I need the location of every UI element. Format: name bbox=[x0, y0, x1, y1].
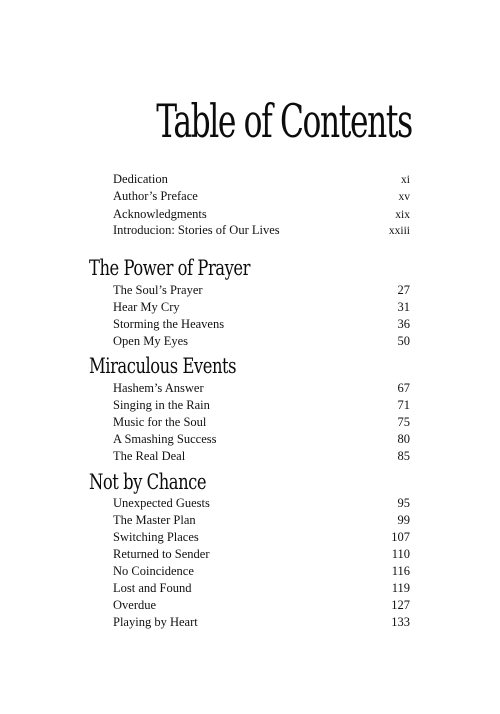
toc-entry-page: 75 bbox=[397, 415, 410, 429]
toc-entry bbox=[113, 563, 410, 580]
toc-entry-label: Dedication bbox=[113, 172, 168, 186]
section-heading: Miraculous Events bbox=[89, 354, 237, 378]
toc-entry-page: 27 bbox=[397, 283, 410, 297]
toc-entry bbox=[113, 188, 410, 205]
toc-entry-page: xi bbox=[401, 174, 410, 186]
toc-entry-page: 31 bbox=[397, 300, 410, 314]
toc-entry-page: 107 bbox=[391, 530, 410, 544]
toc-entry-page: 80 bbox=[397, 432, 410, 446]
toc-entry-page: 71 bbox=[397, 398, 410, 412]
toc-entry-label: Switching Places bbox=[113, 530, 199, 544]
toc-entry-page: xix bbox=[395, 209, 410, 221]
toc-entry bbox=[113, 299, 410, 316]
toc-entry-page: 116 bbox=[391, 564, 410, 578]
toc-entry-label: Acknowledgments bbox=[113, 207, 207, 221]
toc-entry-label: Playing by Heart bbox=[113, 615, 198, 629]
toc-entry bbox=[113, 282, 410, 299]
toc-entry bbox=[113, 171, 410, 188]
toc-entry-page: 127 bbox=[391, 598, 410, 612]
toc-entry-label: Hear My Cry bbox=[113, 300, 180, 314]
toc-entry-page: xxiii bbox=[388, 225, 410, 237]
toc-entry-label: Overdue bbox=[113, 598, 157, 612]
toc-entry-page: xv bbox=[398, 191, 410, 203]
page-title: Table of Contents bbox=[156, 94, 412, 148]
toc-entry-label: Music for the Soul bbox=[113, 415, 207, 429]
toc-entry-page: 50 bbox=[397, 334, 410, 348]
toc-entry-label: The Real Deal bbox=[113, 449, 186, 463]
toc-entry-label: Introducion: Stories of Our Lives bbox=[113, 223, 280, 237]
toc-entry bbox=[113, 495, 410, 512]
toc-entry-label: Open My Eyes bbox=[113, 334, 188, 348]
toc-entry-label: Author’s Preface bbox=[113, 189, 198, 203]
toc-entry-label: Storming the Heavens bbox=[113, 317, 225, 331]
toc-entry bbox=[113, 206, 410, 223]
toc-entry bbox=[113, 414, 410, 431]
toc-entry bbox=[113, 316, 410, 333]
toc-entry bbox=[113, 333, 410, 350]
toc-entry bbox=[113, 597, 410, 614]
toc-entry bbox=[113, 448, 410, 465]
toc-entry-page: 67 bbox=[397, 381, 410, 395]
toc-entry-label: The Master Plan bbox=[113, 513, 196, 527]
toc-entry bbox=[113, 397, 410, 414]
toc-entry-page: 36 bbox=[397, 317, 410, 331]
toc-entry-page: 110 bbox=[391, 547, 410, 561]
toc-entry-label: Lost and Found bbox=[113, 581, 192, 595]
toc-entry-page: 85 bbox=[397, 449, 410, 463]
toc-entry-page: 99 bbox=[397, 513, 410, 527]
toc-entry-label: Returned to Sender bbox=[113, 547, 210, 561]
toc-entry bbox=[113, 380, 410, 397]
toc-entry-page: 133 bbox=[391, 615, 410, 629]
toc-entry-label: Hashem’s Answer bbox=[113, 381, 204, 395]
toc-entry-label: A Smashing Success bbox=[113, 432, 217, 446]
toc-entry-label: The Soul’s Prayer bbox=[113, 283, 203, 297]
section-heading: Not by Chance bbox=[89, 470, 207, 494]
toc-entry bbox=[113, 529, 410, 546]
toc-entry bbox=[113, 222, 410, 239]
toc-entry-label: Unexpected Guests bbox=[113, 496, 210, 510]
section-heading: The Power of Prayer bbox=[89, 256, 250, 280]
toc-entry-label: No Coincidence bbox=[113, 564, 194, 578]
toc-entry bbox=[113, 614, 410, 631]
toc-entry-page: 95 bbox=[397, 496, 410, 510]
toc-entry-page: 119 bbox=[391, 581, 410, 595]
toc-entry bbox=[113, 546, 410, 563]
toc-entry bbox=[113, 580, 410, 597]
toc-entry bbox=[113, 512, 410, 529]
toc-entry-label: Singing in the Rain bbox=[113, 398, 210, 412]
toc-entry bbox=[113, 431, 410, 448]
